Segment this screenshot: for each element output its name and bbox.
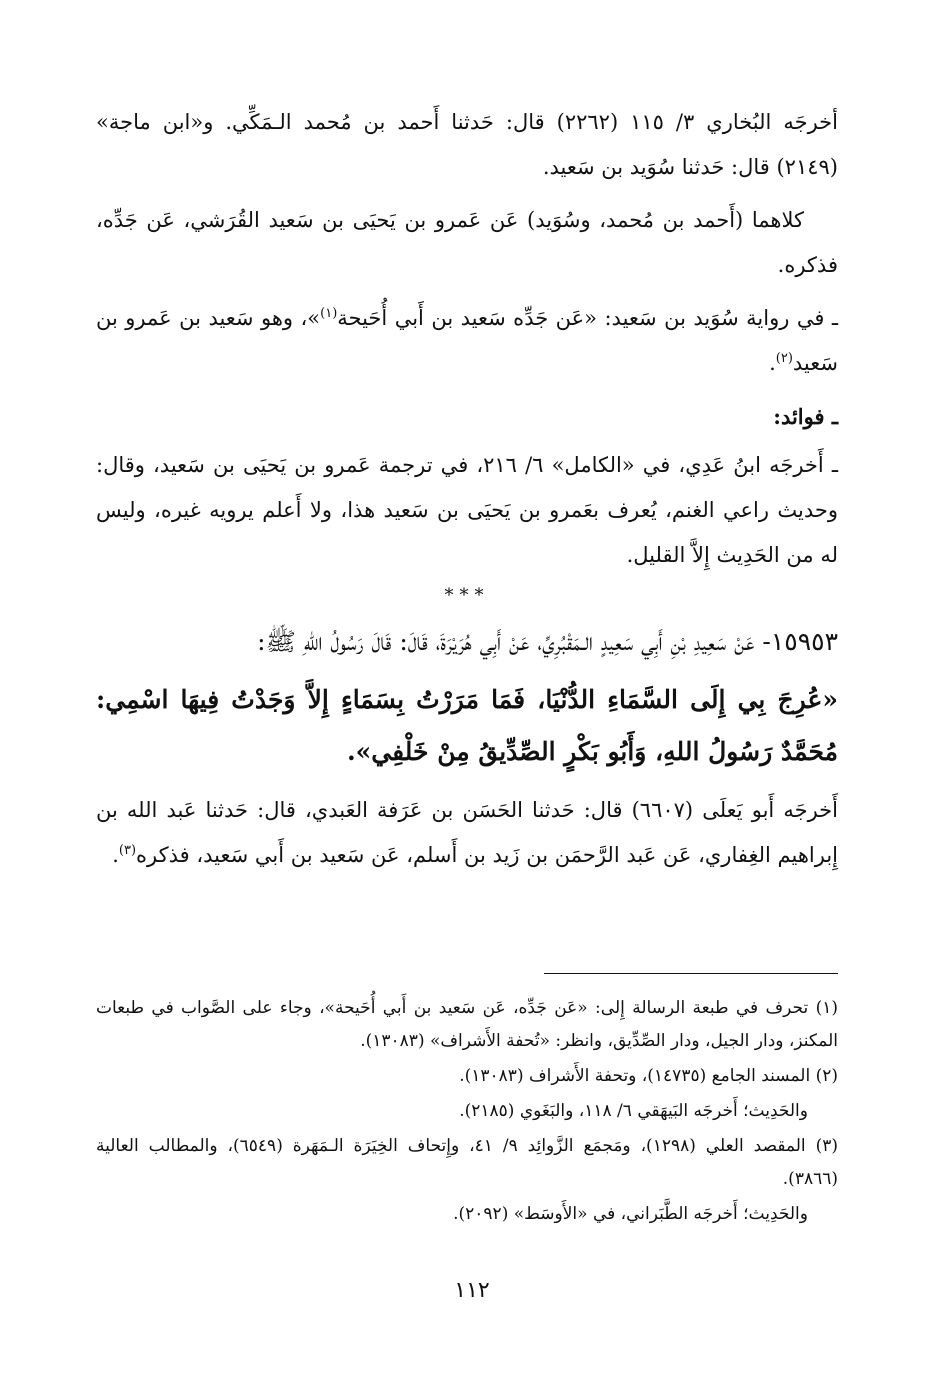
suwayd-text-c: . — [769, 351, 776, 375]
paragraph-abu-yala — [96, 788, 838, 878]
footnote-ref-1[interactable]: (١) — [320, 306, 338, 321]
footnote-ref-3[interactable]: (٣) — [118, 843, 137, 858]
abu-yala-text-a: أَخرجَه أَبو يَعلَى (٦٦٠٧) قال: حَدثنا الحَسَن بن عَرَفة العَبدي، قال: حَدثنا عَبد الله بن إِبراهيم الغِفاري، عَن عَبد الرَّحمَن بن زَيد بن أَسلم، عَن سَعيد بن أَبي سَعيد، فذكره — [96, 798, 838, 867]
footnotes-section — [96, 992, 838, 1233]
page-number: ١١٢ — [454, 1278, 490, 1303]
footnote-ref-2[interactable]: (٢) — [775, 351, 793, 366]
suwayd-text-b: »، وهو سَعيد بن عَمرو بن سَعيد — [96, 306, 838, 375]
hadith-isnad: ١٥٩٥٣- عَنْ سَعِيدِ بْنِ أَبِي سَعِيدٍ الـمَقْبُرِيِّ، عَنْ أَبِي هُرَيْرَةَ، قَالَ: قَالَ رَسُولُ اللهِ ﷺ: — [257, 627, 838, 656]
footnote-2: (٢) المسند الجامع (١٤٧٣٥)، وتحفة الأَشراف (١٣٠٨٣). — [459, 1066, 838, 1086]
section-separator-stars: *** — [444, 585, 490, 606]
paragraph-suwayd-narration — [96, 296, 838, 386]
footnote-2-continuation: والحَدِيث؛ أَخرجَه البَيهَقي ٦/ ١١٨، والبَغَوي (٢١٨٥). — [459, 1101, 808, 1121]
paragraph-takhrij-bukhari: أخرجَه البُخاري ٣/ ١١٥ (٢٢٦٢) قال: حَدثنا أَحمد بن مُحمد الـمَكِّي. و«ابن ماجة» (٢١٤٩) قال: حَدثنا سُوَيد بن سَعيد. — [96, 110, 838, 179]
abu-yala-text-b: . — [112, 843, 119, 867]
main-text — [96, 100, 838, 886]
paragraph-ibn-adi: ـ أَخرجَه ابنُ عَدِي، في «الكامل» ٦/ ٢١٦، في ترجمة عَمرو بن يَحيَى بن سَعيد، وقال: وحديث راعي الغنم، يُعرف بعَمرو بن يَحيَى بن سَعيد هذا، ولا أَعلم يرويه غيره، وليس له من الحَدِيث إِلاَّ القليل. — [96, 453, 838, 567]
footnote-1: (١) تحرف في طبعة الرسالة إِلى: «عَن جَدِّه، عَن سَعيد بن أَبي أُحَيحة»، وجاء على الصَّواب في طبعات المكنز، ودار الجيل، ودار الصِّدِّيق، وانظر: «تُحفة الأَشراف» (١٣٠٨٣). — [96, 998, 838, 1051]
footnote-divider — [544, 973, 838, 974]
benefits-heading: ـ فوائد: — [773, 404, 838, 429]
footnote-3: (٣) المقصد العلي (١٢٩٨)، ومَجمَع الزَّوائِد ٩/ ٤١، وإِتحاف الخِيَرَة الـمَهَرة (٦٥٤٩)، والمطالب العالية (٣٨٦٦). — [96, 1136, 838, 1189]
hadith-matn: «عُرِجَ بِي إِلَى السَّمَاءِ الدُّنْيَا، فَمَا مَرَرْتُ بِسَمَاءٍ إِلاَّ وَجَدْتُ فِيهَا اسْمِي: مُحَمَّدٌ رَسُولُ اللهِ، وَأَبُو بَكْرٍ الصِّدِّيقُ مِنْ خَلْفِي». — [96, 685, 838, 766]
suwayd-text-a: ـ في رواية سُوَيد بن سَعيد: «عَن جَدِّه سَعيد بن أَبي أُحَيحة — [337, 306, 838, 330]
paragraph-both-narrators: كلاهما (أَحمد بن مُحمد، وسُوَيد) عَن عَمرو بن يَحيَى بن سَعيد القُرَشي، عَن جَدِّه، فذكره. — [96, 208, 838, 277]
footnote-3-continuation: والحَدِيث؛ أَخرجَه الطَّبَراني، في «الأَوسَط» (٢٠٩٢). — [453, 1204, 808, 1224]
